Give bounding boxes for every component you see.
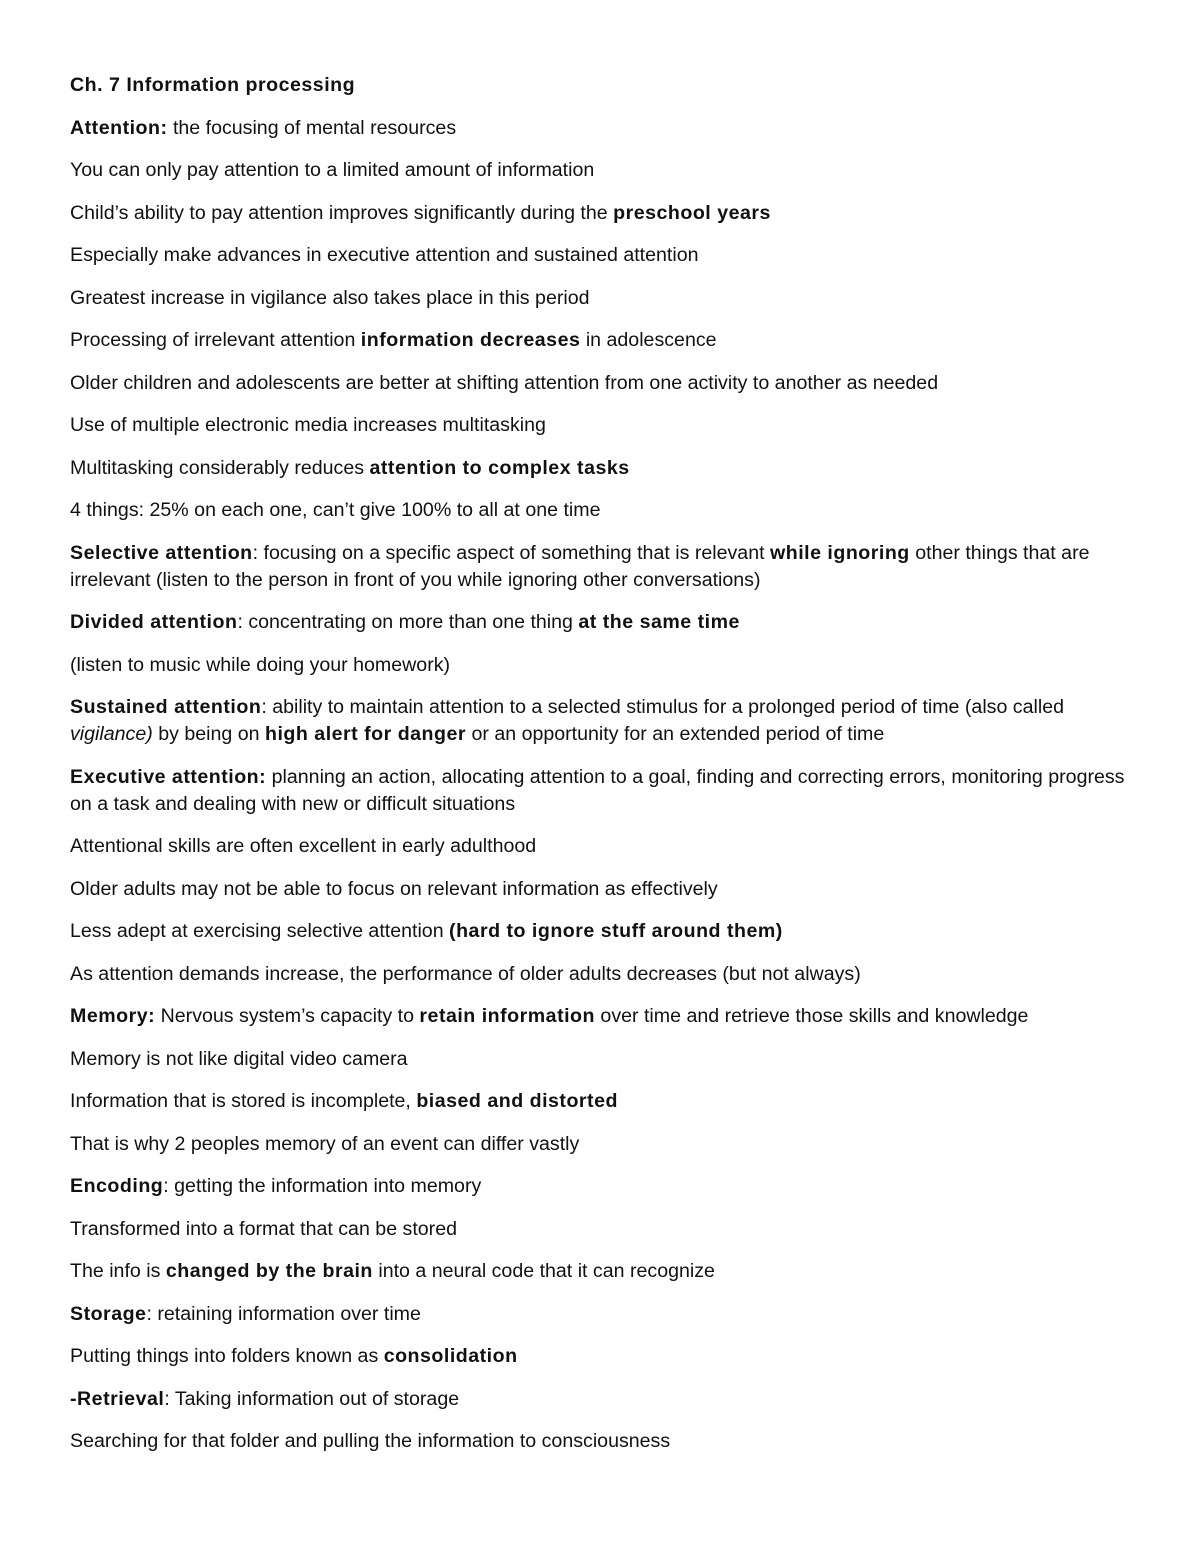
- text-run: Transformed into a format that can be stored: [70, 1217, 457, 1240]
- text-run: : Taking information out of storage: [164, 1387, 460, 1410]
- text-run: the focusing of mental resources: [167, 116, 457, 139]
- paragraph: [70, 918, 1130, 945]
- text-run: The info is: [70, 1260, 166, 1282]
- paragraph: [70, 200, 1130, 227]
- bold-text: high alert for danger: [265, 723, 467, 745]
- bold-text: Selective attention: [70, 541, 253, 564]
- paragraph: [70, 327, 1130, 354]
- paragraph: [70, 1258, 1130, 1285]
- bold-text: Divided attention: [70, 611, 238, 633]
- text-run: (listen to music while doing your homework): [70, 653, 451, 676]
- text-run: : concentrating on more than one thing: [237, 611, 579, 633]
- paragraph: [70, 652, 1130, 679]
- paragraph: [70, 1131, 1130, 1158]
- text-run: : ability to maintain attention to a selected stimulus for a prolonged period of time (also called: [261, 696, 1065, 718]
- paragraph: [70, 242, 1130, 269]
- paragraph: [70, 1173, 1130, 1200]
- paragraph: [70, 833, 1130, 860]
- text-run: Attentional skills are often excellent in early adulthood: [70, 835, 537, 857]
- text-run: Greatest increase in vigilance also takes place in this period: [70, 286, 590, 309]
- text-run: Nervous system’s capacity to: [155, 1005, 420, 1027]
- text-run: : getting the information into memory: [163, 1175, 482, 1197]
- text-run: Multitasking considerably reduces: [70, 456, 370, 479]
- bold-text: while ignoring: [769, 541, 910, 564]
- text-run: : retaining information over time: [146, 1302, 421, 1325]
- bold-text: Encoding: [70, 1175, 164, 1197]
- text-run: You can only pay attention to a limited amount of information: [70, 159, 595, 181]
- text-run: Processing of irrelevant attention: [70, 329, 361, 351]
- text-run: 4 things: 25% on each one, can’t give 100% to all at one time: [70, 499, 601, 521]
- text-run: Child’s ability to pay attention improves significantly during the: [70, 201, 614, 224]
- text-run: planning an action, allocating attention to a goal, finding and correcting errors, monitoring progress on a task and dealing with new or difficult situations: [70, 765, 1125, 815]
- text-run: Especially make advances in executive attention and sustained attention: [70, 244, 699, 266]
- paragraph: [70, 497, 1130, 524]
- bold-text: Executive attention:: [70, 765, 267, 788]
- text-run: Searching for that folder and pulling the information to consciousness: [70, 1430, 671, 1452]
- text-run: by being on: [152, 723, 265, 745]
- paragraph: [70, 961, 1130, 988]
- paragraph: [70, 1428, 1130, 1455]
- text-run: in adolescence: [580, 329, 717, 351]
- bold-text: at the same time: [578, 611, 740, 633]
- paragraph: [70, 1003, 1130, 1030]
- text-run: As attention demands increase, the performance of older adults decreases (but not always): [70, 962, 861, 985]
- text-run: Older children and adolescents are better at shifting attention from one activity to another as needed: [70, 371, 939, 394]
- bold-text: Storage: [70, 1302, 147, 1325]
- bold-text: preschool years: [613, 201, 771, 224]
- bold-text: Sustained attention: [70, 696, 262, 718]
- text-run: or an opportunity for an extended period of time: [466, 723, 885, 745]
- paragraph: [70, 609, 1130, 636]
- text-run: Information that is stored is incomplete,: [70, 1090, 417, 1112]
- bold-text: biased and distorted: [416, 1090, 618, 1112]
- bold-text: information decreases: [360, 329, 581, 351]
- paragraph: [70, 694, 1130, 748]
- italic-text: vigilance): [70, 723, 153, 745]
- text-run: over time and retrieve those skills and knowledge: [594, 1005, 1029, 1027]
- bold-text: retain information: [419, 1005, 595, 1027]
- text-run: into a neural code that it can recognize: [372, 1260, 715, 1282]
- document-page: [70, 72, 1130, 1471]
- paragraph: [70, 1216, 1130, 1243]
- paragraph: [70, 285, 1130, 312]
- text-run: Putting things into folders known as: [70, 1345, 384, 1367]
- paragraph: [70, 764, 1130, 818]
- paragraph: [70, 1386, 1130, 1413]
- paragraph: [70, 1343, 1130, 1370]
- text-run: Less adept at exercising selective attention: [70, 920, 450, 942]
- bold-text: changed by the brain: [165, 1260, 373, 1282]
- paragraph: [70, 1301, 1130, 1328]
- text-run: Memory is not like digital video camera: [70, 1047, 408, 1070]
- paragraph: [70, 876, 1130, 903]
- bold-text: attention to complex tasks: [369, 456, 630, 479]
- text-run: other things that are irrelevant (listen to the person in front of you while ignoring other conversations): [70, 541, 1090, 591]
- text-run: That is why 2 peoples memory of an event can differ vastly: [70, 1132, 580, 1155]
- text-run: Older adults may not be able to focus on relevant information as effectively: [70, 877, 718, 900]
- bold-text: (hard to ignore stuff around them): [449, 920, 783, 942]
- paragraph: [70, 1046, 1130, 1073]
- bold-text: consolidation: [383, 1345, 518, 1367]
- paragraph: [70, 115, 1130, 142]
- text-run: : focusing on a specific aspect of something that is relevant: [252, 541, 770, 564]
- paragraph: [70, 455, 1130, 482]
- paragraph: [70, 540, 1130, 594]
- paragraph-list: [70, 115, 1130, 1456]
- paragraph: [70, 370, 1130, 397]
- paragraph: [70, 412, 1130, 439]
- bold-text: Memory:: [70, 1005, 156, 1027]
- text-run: Use of multiple electronic media increases multitasking: [70, 414, 546, 436]
- paragraph: [70, 157, 1130, 184]
- page-title: Ch. 7 Information processing: [70, 74, 356, 96]
- bold-text: Attention:: [70, 116, 168, 139]
- bold-text: -Retrieval: [70, 1387, 165, 1410]
- paragraph: [70, 1088, 1130, 1115]
